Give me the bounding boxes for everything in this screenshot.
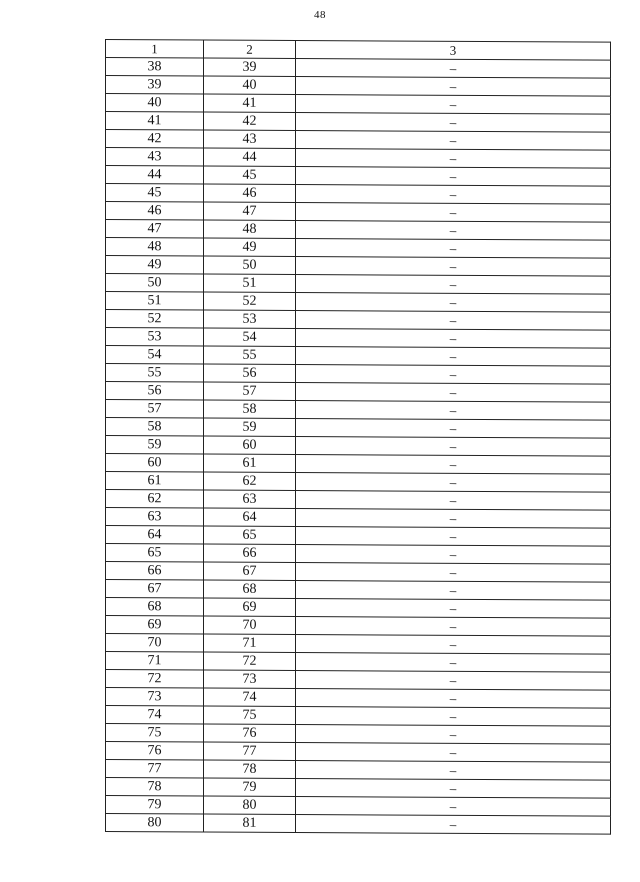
table-cell-col-1: 52 xyxy=(106,310,204,329)
column-header-1: 1 xyxy=(106,40,204,59)
table-cell-col-2: 41 xyxy=(204,94,296,112)
table-cell-col-3: – xyxy=(296,202,611,222)
table-cell-col-3: – xyxy=(296,238,611,258)
table-cell-col-3: – xyxy=(296,94,611,114)
table-cell-col-1: 70 xyxy=(106,634,204,653)
table-cell-col-3: – xyxy=(296,508,611,528)
table-cell-col-3: – xyxy=(296,490,611,510)
table-cell-col-3: – xyxy=(296,706,611,726)
table-cell-col-1: 43 xyxy=(106,148,204,167)
table-cell-col-1: 46 xyxy=(106,202,204,221)
table-cell-col-2: 50 xyxy=(204,256,296,274)
table-cell-col-2: 67 xyxy=(204,562,296,580)
table-cell-col-1: 72 xyxy=(106,670,204,689)
table-cell-col-2: 74 xyxy=(204,688,296,706)
table-cell-col-2: 42 xyxy=(204,112,296,130)
table-cell-col-3: – xyxy=(296,58,611,78)
table-cell-col-1: 41 xyxy=(106,112,204,131)
table-cell-col-1: 77 xyxy=(106,760,204,779)
table-cell-col-1: 47 xyxy=(106,220,204,239)
column-header-3: 3 xyxy=(296,40,611,60)
table-cell-col-1: 49 xyxy=(106,256,204,275)
table-cell-col-2: 58 xyxy=(204,400,296,418)
table-cell-col-3: – xyxy=(296,796,611,816)
table-cell-col-1: 57 xyxy=(106,400,204,419)
table-cell-col-1: 55 xyxy=(106,364,204,383)
table-cell-col-3: – xyxy=(296,112,611,132)
table-cell-col-2: 69 xyxy=(204,598,296,616)
table-cell-col-2: 61 xyxy=(204,454,296,472)
table-cell-col-3: – xyxy=(296,400,611,420)
table-cell-col-3: – xyxy=(296,382,611,402)
table-cell-col-2: 66 xyxy=(204,544,296,562)
table-cell-col-1: 64 xyxy=(106,526,204,545)
table-cell-col-3: – xyxy=(296,418,611,438)
table-cell-col-1: 38 xyxy=(106,58,204,77)
table-cell-col-2: 64 xyxy=(204,508,296,526)
table-cell-col-2: 72 xyxy=(204,652,296,670)
table-cell-col-2: 53 xyxy=(204,310,296,328)
table-cell-col-3: – xyxy=(296,292,611,312)
table-cell-col-2: 81 xyxy=(204,814,296,832)
table-cell-col-3: – xyxy=(296,220,611,240)
table-cell-col-1: 80 xyxy=(106,814,204,833)
table-cell-col-1: 73 xyxy=(106,688,204,707)
table-cell-col-3: – xyxy=(296,76,611,96)
table-cell-col-1: 71 xyxy=(106,652,204,671)
table-cell-col-1: 56 xyxy=(106,382,204,401)
table-cell-col-1: 74 xyxy=(106,706,204,725)
table-cell-col-2: 55 xyxy=(204,346,296,364)
table-cell-col-1: 63 xyxy=(106,508,204,527)
table-cell-col-3: – xyxy=(296,724,611,744)
table-cell-col-2: 80 xyxy=(204,796,296,814)
table-cell-col-3: – xyxy=(296,814,611,834)
table-cell-col-3: – xyxy=(296,148,611,168)
table-row xyxy=(106,814,611,835)
table-cell-col-1: 68 xyxy=(106,598,204,617)
table-cell-col-3: – xyxy=(296,634,611,654)
table-cell-col-3: – xyxy=(296,652,611,672)
table-cell-col-2: 63 xyxy=(204,490,296,508)
table-cell-col-3: – xyxy=(296,760,611,780)
table-cell-col-1: 78 xyxy=(106,778,204,797)
table-cell-col-2: 49 xyxy=(204,238,296,256)
table-cell-col-1: 53 xyxy=(106,328,204,347)
table-cell-col-3: – xyxy=(296,526,611,546)
table-cell-col-3: – xyxy=(296,778,611,798)
table-cell-col-3: – xyxy=(296,562,611,582)
table-cell-col-3: – xyxy=(296,310,611,330)
table-cell-col-3: – xyxy=(296,328,611,348)
table-cell-col-2: 47 xyxy=(204,202,296,220)
table-cell-col-1: 61 xyxy=(106,472,204,491)
table-cell-col-2: 54 xyxy=(204,328,296,346)
page-number: 48 xyxy=(314,9,326,21)
table-cell-col-3: – xyxy=(296,544,611,564)
table-cell-col-2: 77 xyxy=(204,742,296,760)
table-cell-col-3: – xyxy=(296,688,611,708)
table-cell-col-3: – xyxy=(296,364,611,384)
table-cell-col-3: – xyxy=(296,346,611,366)
table-cell-col-1: 62 xyxy=(106,490,204,509)
table-cell-col-1: 42 xyxy=(106,130,204,149)
table-cell-col-1: 50 xyxy=(106,274,204,293)
table-cell-col-2: 52 xyxy=(204,292,296,310)
table-cell-col-1: 75 xyxy=(106,724,204,743)
table-cell-col-2: 57 xyxy=(204,382,296,400)
table-cell-col-2: 68 xyxy=(204,580,296,598)
table-cell-col-3: – xyxy=(296,256,611,276)
table-cell-col-2: 39 xyxy=(204,58,296,76)
table-cell-col-2: 48 xyxy=(204,220,296,238)
table-cell-col-1: 39 xyxy=(106,76,204,95)
table-cell-col-1: 66 xyxy=(106,562,204,581)
table-cell-col-2: 45 xyxy=(204,166,296,184)
table-cell-col-2: 78 xyxy=(204,760,296,778)
table-cell-col-2: 71 xyxy=(204,634,296,652)
table-cell-col-2: 43 xyxy=(204,130,296,148)
table-cell-col-2: 59 xyxy=(204,418,296,436)
table-cell-col-3: – xyxy=(296,742,611,762)
table-cell-col-1: 59 xyxy=(106,436,204,455)
table-cell-col-3: – xyxy=(296,436,611,456)
table-cell-col-1: 60 xyxy=(106,454,204,473)
table-cell-col-2: 76 xyxy=(204,724,296,742)
table-cell-col-3: – xyxy=(296,580,611,600)
table-cell-col-1: 79 xyxy=(106,796,204,815)
table-cell-col-2: 46 xyxy=(204,184,296,202)
table-cell-col-3: – xyxy=(296,454,611,474)
table-cell-col-1: 65 xyxy=(106,544,204,563)
table-cell-col-1: 51 xyxy=(106,292,204,311)
table-cell-col-2: 79 xyxy=(204,778,296,796)
table-cell-col-1: 45 xyxy=(106,184,204,203)
table-cell-col-3: – xyxy=(296,184,611,204)
table-cell-col-3: – xyxy=(296,274,611,294)
table-cell-col-1: 40 xyxy=(106,94,204,113)
column-header-2: 2 xyxy=(204,40,296,58)
table-cell-col-1: 44 xyxy=(106,166,204,185)
table-cell-col-2: 51 xyxy=(204,274,296,292)
table-cell-col-3: – xyxy=(296,670,611,690)
table-cell-col-3: – xyxy=(296,616,611,636)
table-cell-col-3: – xyxy=(296,166,611,186)
table-cell-col-2: 40 xyxy=(204,76,296,94)
table-cell-col-2: 60 xyxy=(204,436,296,454)
table-cell-col-2: 44 xyxy=(204,148,296,166)
table-cell-col-1: 48 xyxy=(106,238,204,257)
table-cell-col-2: 62 xyxy=(204,472,296,490)
table-cell-col-3: – xyxy=(296,472,611,492)
table-cell-col-2: 65 xyxy=(204,526,296,544)
table-cell-col-1: 67 xyxy=(106,580,204,599)
table-cell-col-3: – xyxy=(296,598,611,618)
table-cell-col-3: – xyxy=(296,130,611,150)
table-cell-col-2: 73 xyxy=(204,670,296,688)
table-cell-col-1: 69 xyxy=(106,616,204,635)
table-body xyxy=(106,58,611,835)
table-cell-col-2: 75 xyxy=(204,706,296,724)
data-table xyxy=(105,39,611,835)
table-cell-col-1: 76 xyxy=(106,742,204,761)
table-cell-col-1: 54 xyxy=(106,346,204,365)
table-cell-col-2: 70 xyxy=(204,616,296,634)
table-cell-col-1: 58 xyxy=(106,418,204,437)
table-cell-col-2: 56 xyxy=(204,364,296,382)
